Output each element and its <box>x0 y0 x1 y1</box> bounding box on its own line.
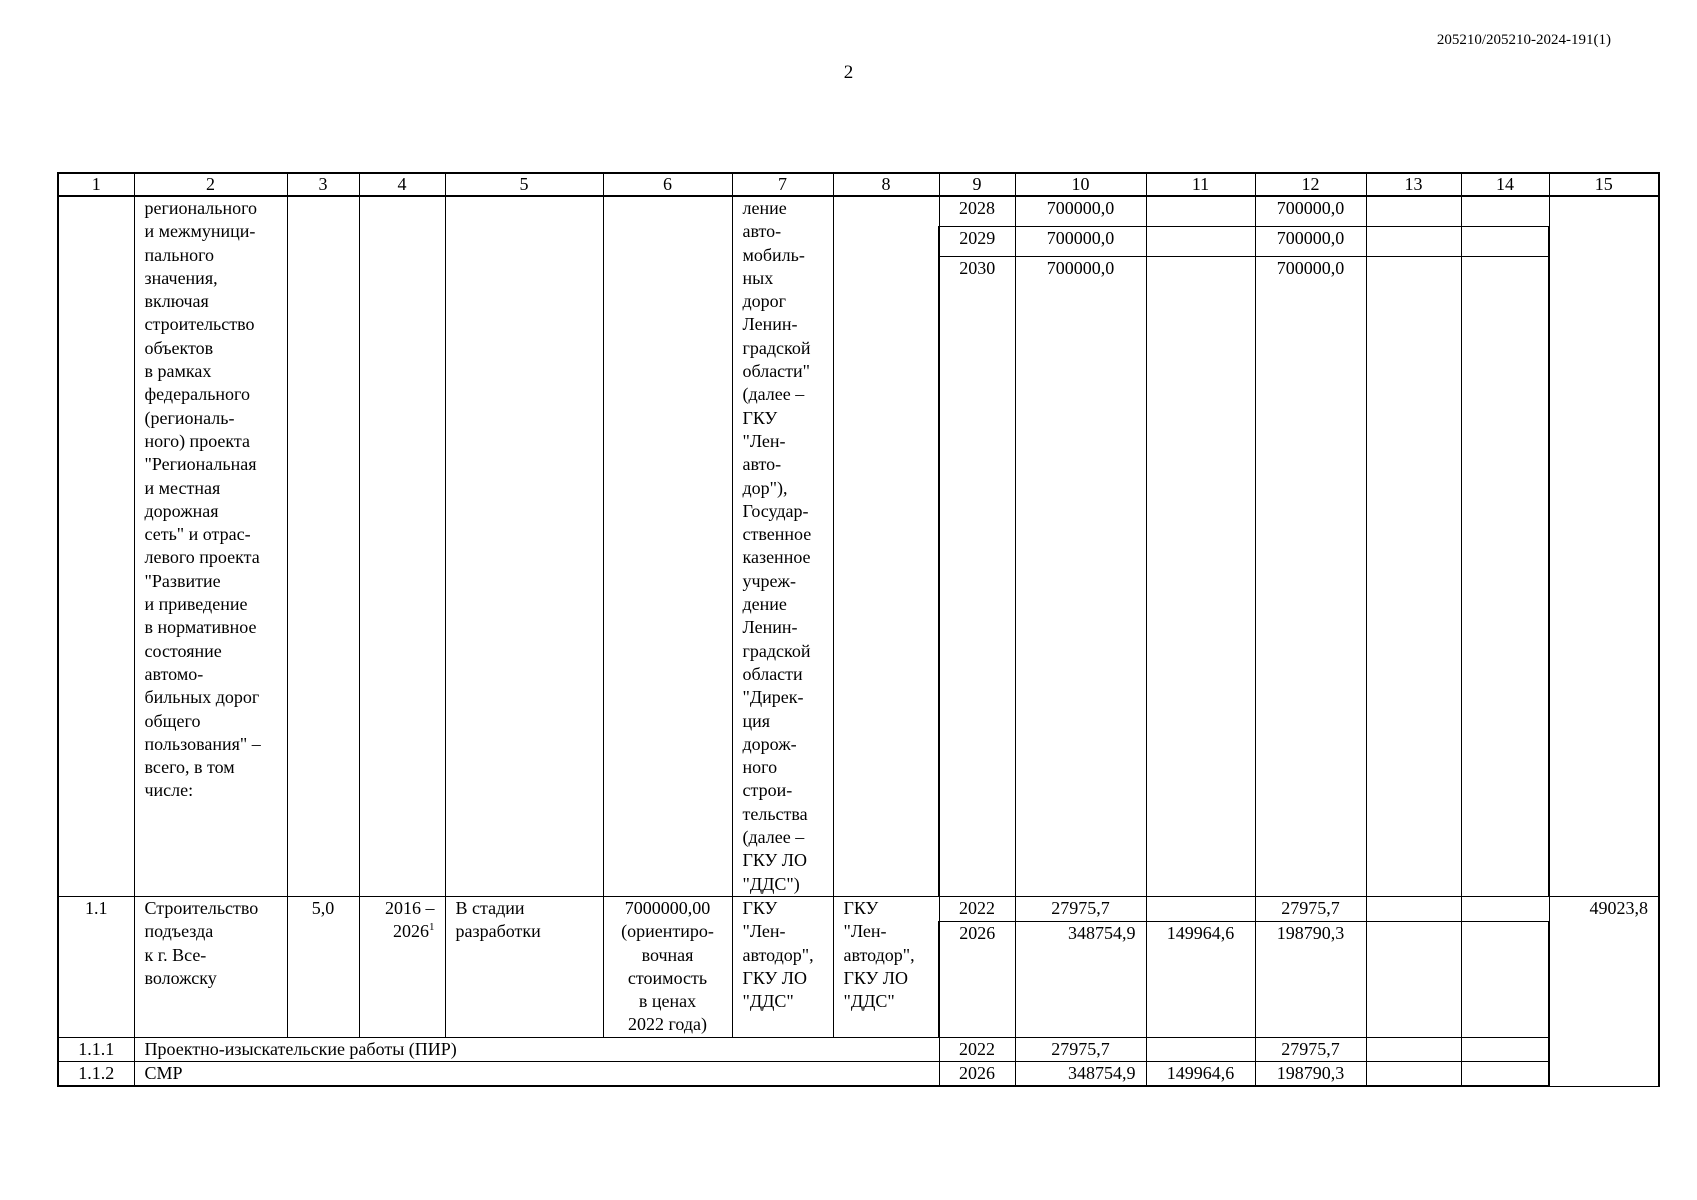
text-line: ственное <box>742 524 812 545</box>
total-cell: 348754,9 <box>1015 1061 1146 1086</box>
text-line: дение <box>742 594 787 615</box>
text-line: ГКУ ЛО <box>843 967 909 988</box>
item-period <box>359 896 445 1037</box>
text-line: и местная <box>144 477 221 498</box>
column-header: 13 <box>1366 173 1461 196</box>
federal-cell: 149964,6 <box>1146 921 1255 1037</box>
col13-cell <box>1366 227 1461 257</box>
text-line: "Развитие <box>144 570 221 591</box>
total-cell: 348754,9 <box>1015 921 1146 1037</box>
text-line: ция <box>742 710 771 731</box>
federal-cell <box>1146 896 1255 921</box>
text-line: строи- <box>742 780 793 801</box>
footnote-mark: 1 <box>429 921 435 934</box>
text-line: учреж- <box>742 570 796 591</box>
item-cost <box>603 896 732 1037</box>
col14-cell <box>1461 896 1549 921</box>
text-line: регионального <box>144 198 258 218</box>
text-line: ГКУ <box>742 897 778 918</box>
column-header: 15 <box>1549 173 1659 196</box>
period-end: 2026$^1$ <box>393 921 435 942</box>
regional-cell: 198790,3 <box>1255 921 1366 1037</box>
text-line: "ДДС" <box>742 991 794 1012</box>
column-header: 1 <box>58 173 134 196</box>
text-line: значения, <box>144 267 218 288</box>
cont-period-cell <box>359 196 445 896</box>
year-cell: 2029 <box>939 227 1015 257</box>
text-line: градской <box>742 640 811 661</box>
year-cell: 2026 <box>939 1061 1015 1086</box>
column-header: 6 <box>603 173 732 196</box>
cont-num-cell <box>58 196 134 896</box>
text-line: казенное <box>742 547 811 568</box>
year-cell: 2030 <box>939 256 1015 896</box>
year-cell: 2022 <box>939 896 1015 921</box>
text-line: общего <box>144 710 201 731</box>
text-line: в рамках <box>144 361 212 382</box>
col14-cell <box>1461 256 1549 896</box>
item-number: 1.1 <box>58 896 134 1037</box>
federal-cell: 149964,6 <box>1146 1061 1255 1086</box>
text-line: области" <box>742 361 811 382</box>
text-line: В стадии <box>455 897 525 918</box>
col13-cell <box>1366 1037 1461 1061</box>
total-cell: 700000,0 <box>1015 227 1146 257</box>
page-number: 2 <box>843 62 854 83</box>
text-line: в ценах <box>638 991 697 1012</box>
column-header: 10 <box>1015 173 1146 196</box>
text-line: ГКУ ЛО <box>742 850 808 871</box>
text-line: Строительство <box>144 897 259 918</box>
text-line: бильных дорог <box>144 687 260 708</box>
total-cell: 700000,0 <box>1015 256 1146 896</box>
year-cell: 2028 <box>939 196 1015 227</box>
regional-cell: 700000,0 <box>1255 227 1366 257</box>
item-number: 1.1.1 <box>58 1037 134 1061</box>
text-line: "ДДС") <box>742 873 800 894</box>
text-line: авто- <box>742 454 782 475</box>
text-line: автомо- <box>144 663 204 684</box>
text-line: ного <box>742 757 778 778</box>
text-line: и приведение <box>144 594 248 615</box>
item-status <box>445 896 603 1037</box>
column-header: 4 <box>359 173 445 196</box>
document-id: 205210/205210-2024-191(1) <box>1436 32 1611 48</box>
text-line: пального <box>144 244 215 265</box>
total-cell: 27975,7 <box>1015 1037 1146 1061</box>
column-header: 3 <box>287 173 359 196</box>
column-header: 9 <box>939 173 1015 196</box>
col13-cell <box>1366 1061 1461 1086</box>
text-line: "Лен- <box>742 921 786 942</box>
text-line: (ориентиро- <box>621 921 714 942</box>
col14-cell <box>1461 921 1549 1037</box>
item-contractor <box>833 896 939 1037</box>
text-line: ГКУ <box>843 897 879 918</box>
item-customer <box>732 896 833 1037</box>
text-line: "Лен- <box>742 430 786 451</box>
text-line: строительство <box>144 314 255 335</box>
column-header: 11 <box>1146 173 1255 196</box>
program-table <box>57 172 1660 1087</box>
item-length: 5,0 <box>287 896 359 1037</box>
federal-cell <box>1146 1037 1255 1061</box>
item-col15: 49023,8 <box>1549 896 1659 1086</box>
table-row <box>58 1061 1659 1086</box>
col14-cell <box>1461 1061 1549 1086</box>
cont-status-cell <box>445 196 603 896</box>
text-line: тельства <box>742 803 808 824</box>
text-line: "Региональная <box>144 454 257 475</box>
column-header: 2 <box>134 173 287 196</box>
text-line: федерального <box>144 384 250 405</box>
text-line: дорог <box>742 291 787 312</box>
text-line: пользования" – <box>144 733 261 754</box>
year-cell: 2026 <box>939 921 1015 1037</box>
text-line: включая <box>144 291 209 312</box>
text-line: и межмуници- <box>144 221 256 242</box>
text-line: ГКУ ЛО <box>742 967 808 988</box>
regional-cell: 198790,3 <box>1255 1061 1366 1086</box>
text-line: дорож- <box>742 733 797 754</box>
item-name <box>134 896 287 1037</box>
year-cell: 2022 <box>939 1037 1015 1061</box>
text-line: (региональ- <box>144 407 235 428</box>
regional-cell: 27975,7 <box>1255 896 1366 921</box>
text-line: области <box>742 663 803 684</box>
col13-cell <box>1366 921 1461 1037</box>
federal-cell <box>1146 256 1255 896</box>
cont-contractor-cell <box>833 196 939 896</box>
text-line: дорожная <box>144 500 219 521</box>
column-number-row <box>58 173 1659 196</box>
text-line: ного) проекта <box>144 430 250 451</box>
text-line: разработки <box>455 921 541 942</box>
text-line: (далее – <box>742 384 805 405</box>
text-line: дор"), <box>742 477 788 498</box>
column-header: 14 <box>1461 173 1549 196</box>
text-line: автодор", <box>843 944 915 965</box>
col15-cell <box>1549 196 1659 896</box>
text-line: ных <box>742 267 774 288</box>
text-line: всего, в том <box>144 757 235 778</box>
text-line: сеть" и отрас- <box>144 524 251 545</box>
federal-cell <box>1146 227 1255 257</box>
text-line: автодор", <box>742 944 814 965</box>
federal-cell <box>1146 196 1255 227</box>
item-name: Проектно-изыскательские работы (ПИР) <box>134 1037 939 1061</box>
regional-cell: 27975,7 <box>1255 1037 1366 1061</box>
table-row <box>58 196 1659 227</box>
column-header: 7 <box>732 173 833 196</box>
col13-cell <box>1366 896 1461 921</box>
regional-cell: 700000,0 <box>1255 256 1366 896</box>
text-line: в нормативное <box>144 617 257 638</box>
cont-cost-cell <box>603 196 732 896</box>
cont-customer <box>732 196 833 896</box>
table-row <box>58 1037 1659 1061</box>
text-line: 2022 года) <box>627 1014 708 1035</box>
total-cell: 27975,7 <box>1015 896 1146 921</box>
text-line: (далее – <box>742 827 805 848</box>
text-line: градской <box>742 337 811 358</box>
text-line: левого проекта <box>144 547 260 568</box>
text-line: Ленин- <box>742 314 798 335</box>
col14-cell <box>1461 227 1549 257</box>
text-line: Государ- <box>742 500 809 521</box>
text-line: стоимость <box>627 967 708 988</box>
cont-length-cell <box>287 196 359 896</box>
text-line: подъезда <box>144 921 214 942</box>
column-header: 5 <box>445 173 603 196</box>
total-cell: 700000,0 <box>1015 196 1146 227</box>
col13-cell <box>1366 256 1461 896</box>
col13-cell <box>1366 196 1461 227</box>
text-line: "Лен- <box>843 921 887 942</box>
cont-description <box>134 196 287 896</box>
col14-cell <box>1461 196 1549 227</box>
text-line: 7000000,00 <box>624 897 711 918</box>
text-line: состояние <box>144 640 222 661</box>
text-line: Ленин- <box>742 617 798 638</box>
text-line: "Дирек- <box>742 687 804 708</box>
item-name: СМР <box>134 1061 939 1086</box>
text-line: к г. Все- <box>144 944 207 965</box>
text-line: авто- <box>742 221 782 242</box>
text-line: воложску <box>144 967 217 988</box>
text-line: объектов <box>144 337 214 358</box>
period-start: 2016 – <box>385 897 435 918</box>
table-row <box>58 896 1659 921</box>
text-line: ление <box>742 198 787 218</box>
text-line: "ДДС" <box>843 991 895 1012</box>
text-line: мобиль- <box>742 244 805 265</box>
item-number: 1.1.2 <box>58 1061 134 1086</box>
column-header: 8 <box>833 173 939 196</box>
text-line: ГКУ <box>742 407 778 428</box>
column-header: 12 <box>1255 173 1366 196</box>
text-line: числе: <box>144 780 194 801</box>
text-line: вочная <box>641 944 694 965</box>
regional-cell: 700000,0 <box>1255 196 1366 227</box>
col14-cell <box>1461 1037 1549 1061</box>
